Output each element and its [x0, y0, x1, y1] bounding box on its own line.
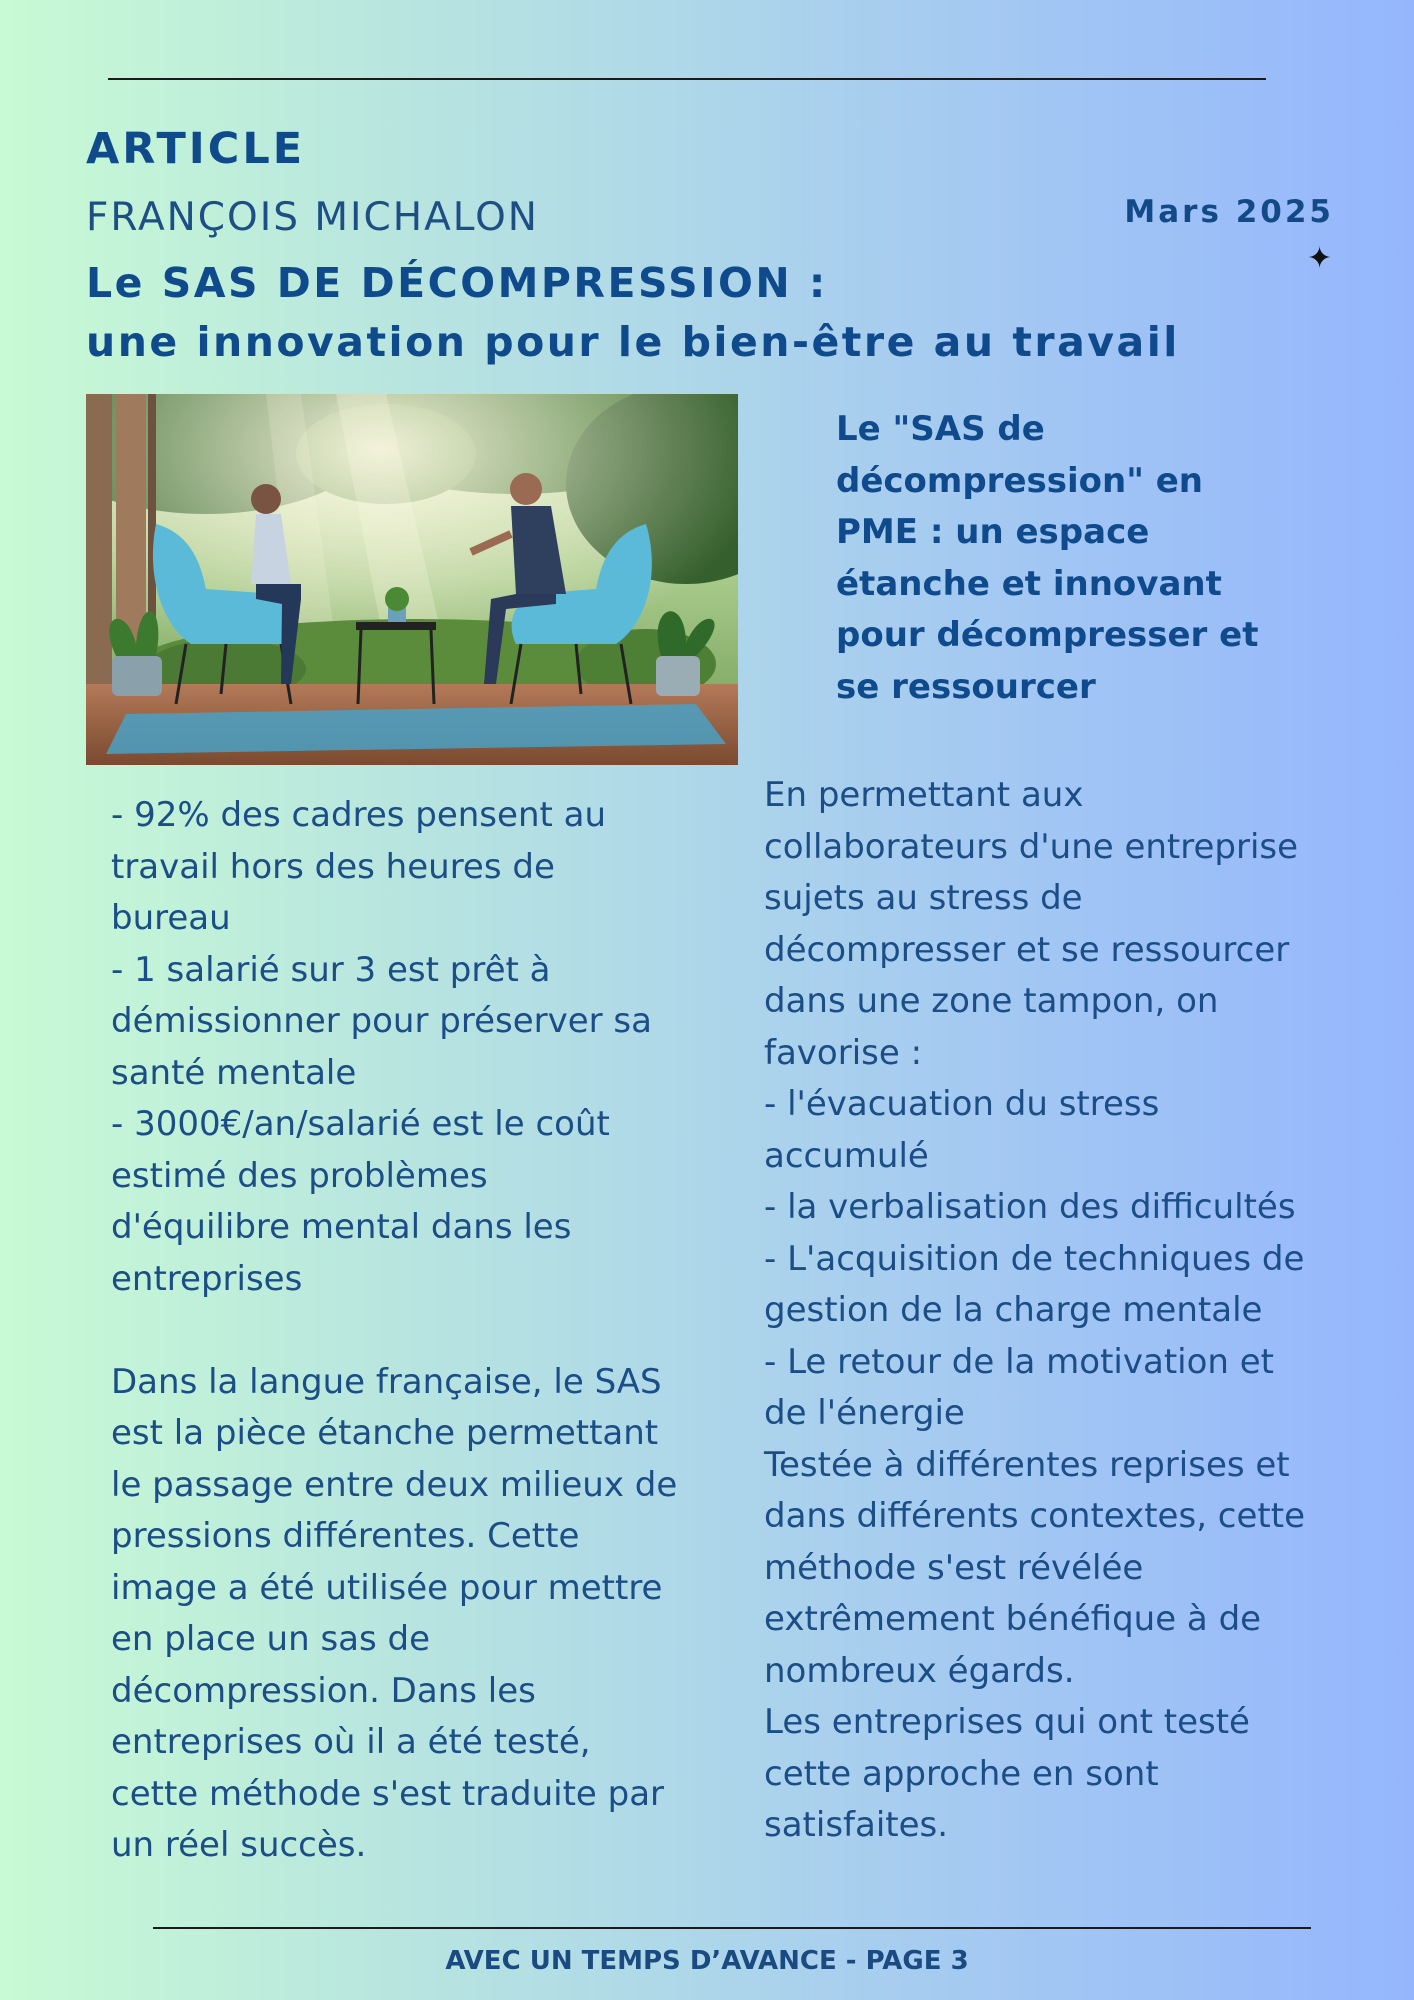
article-photo: [86, 394, 738, 765]
author-name: FRANÇOIS MICHALON: [86, 195, 539, 240]
four-point-star-icon: ✦: [1307, 241, 1333, 276]
section-label: ARTICLE: [86, 124, 306, 174]
top-divider: [108, 78, 1266, 80]
left-column-text: - 92% des cadres pensent au travail hors des heures de bureau - 1 salarié sur 3 est prêt à démissionner pour préserver sa santé mentale - 3000€/an/salarié est le coût estimé des problèmes d'équilibre mental dans les entreprises Dans la langue française, le SAS est la pièce étanche permettant le passage entre deux milieux de pressions différentes. Cette image a été utilisée pour mettre en place un sas de décompression. Dans les entreprises où il a été testé, cette méthode s'est traduite par un réel succès.: [111, 795, 678, 1865]
article-title-line-2: une innovation pour le bien-être au travail: [86, 318, 1180, 366]
article-subtitle: Le "SAS de décompression" en PME : un espace étanche et innovant pour décompresser et se ressourcer: [836, 409, 1259, 707]
issue-date: Mars 2025: [1124, 194, 1334, 230]
article-title: [86, 254, 1180, 372]
right-column-text: En permettant aux collaborateurs d'une entreprise sujets au stress de décompresser et se ressourcer dans une zone tampon, on favorise : - l'évacuation du stress accumulé - la verbalisation des difficultés - L'acquisition de techniques de gestion de la charge mentale - Le retour de la motivation et de l'énergie Testée à différentes reprises et dans différents contextes, cette méthode s'est révélée extrêmement bénéfique à de nombreux égards. Les entreprises qui ont testé cette approche en sont satisfaites.: [764, 775, 1305, 1845]
page-footer: AVEC UN TEMPS D’AVANCE - PAGE 3: [445, 1946, 969, 1976]
bottom-divider: [153, 1927, 1311, 1929]
article-title-line-1: Le SAS DE DÉCOMPRESSION :: [86, 259, 828, 307]
